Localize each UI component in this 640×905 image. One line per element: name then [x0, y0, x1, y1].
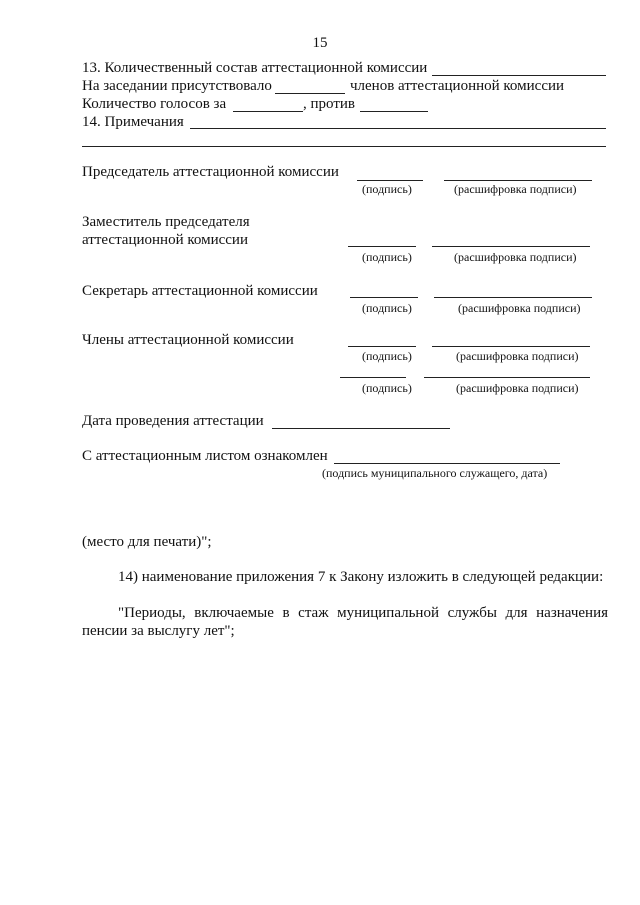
members-label: Члены аттестационной комиссии: [82, 332, 294, 348]
acknowledged-caption: (подпись муниципального служащего, дата): [322, 466, 548, 480]
secretary-label: Секретарь аттестационной комиссии: [82, 283, 318, 299]
deputy-label-2: аттестационной комиссии: [82, 232, 248, 248]
votes-against-blank: [360, 111, 428, 112]
member2-signature-caption: (подпись): [362, 381, 412, 395]
attestation-date-label: Дата проведения аттестации: [82, 413, 264, 429]
present-suffix: членов аттестационной комиссии: [350, 78, 565, 94]
member2-decoding-caption: (расшифровка подписи): [456, 381, 579, 395]
secretary-decoding-line: [434, 297, 592, 298]
member1-decoding-line: [432, 346, 590, 347]
amendment-new-title: "Периоды, включаемые в стаж муниципальной службы для назначения пенсии за выслугу лет";: [82, 605, 608, 639]
composition-label: 13. Количественный состав аттестационной комиссии: [82, 60, 428, 76]
acknowledged-label: С аттестационным листом ознакомлен: [82, 448, 328, 464]
chair-signature-line: [357, 180, 423, 181]
votes-against-label: , против: [303, 96, 355, 112]
deputy-decoding-caption: (расшифровка подписи): [454, 250, 577, 264]
member1-signature-caption: (подпись): [362, 349, 412, 363]
deputy-label-1: Заместитель председателя: [82, 214, 250, 230]
deputy-signature-caption: (подпись): [362, 250, 412, 264]
notes-blank-1: [190, 128, 606, 129]
member2-signature-line: [340, 377, 406, 378]
member2-decoding-line: [424, 377, 590, 378]
secretary-signature-line: [350, 297, 418, 298]
votes-for-blank: [233, 111, 303, 112]
notes-blank-2: [82, 146, 606, 147]
votes-for-label: Количество голосов за: [82, 96, 227, 112]
deputy-signature-line: [348, 246, 416, 247]
member1-signature-line: [348, 346, 416, 347]
acknowledged-blank: [334, 463, 560, 464]
chair-label: Председатель аттестационной комиссии: [82, 164, 339, 180]
deputy-decoding-line: [432, 246, 590, 247]
composition-blank: [432, 75, 606, 76]
notes-label: 14. Примечания: [82, 114, 184, 130]
present-blank: [275, 93, 345, 94]
attestation-date-blank: [272, 428, 450, 429]
amendment-paragraph-14: 14) наименование приложения 7 к Закону изложить в следующей редакции:: [118, 569, 604, 585]
secretary-signature-caption: (подпись): [362, 301, 412, 315]
present-prefix: На заседании присутствовало: [82, 78, 272, 94]
secretary-decoding-caption: (расшифровка подписи): [458, 301, 581, 315]
chair-decoding-line: [444, 180, 592, 181]
chair-signature-caption: (подпись): [362, 182, 412, 196]
page-number: 15: [312, 35, 328, 51]
member1-decoding-caption: (расшифровка подписи): [456, 349, 579, 363]
stamp-place: (место для печати)";: [82, 534, 212, 550]
chair-decoding-caption: (расшифровка подписи): [454, 182, 577, 196]
